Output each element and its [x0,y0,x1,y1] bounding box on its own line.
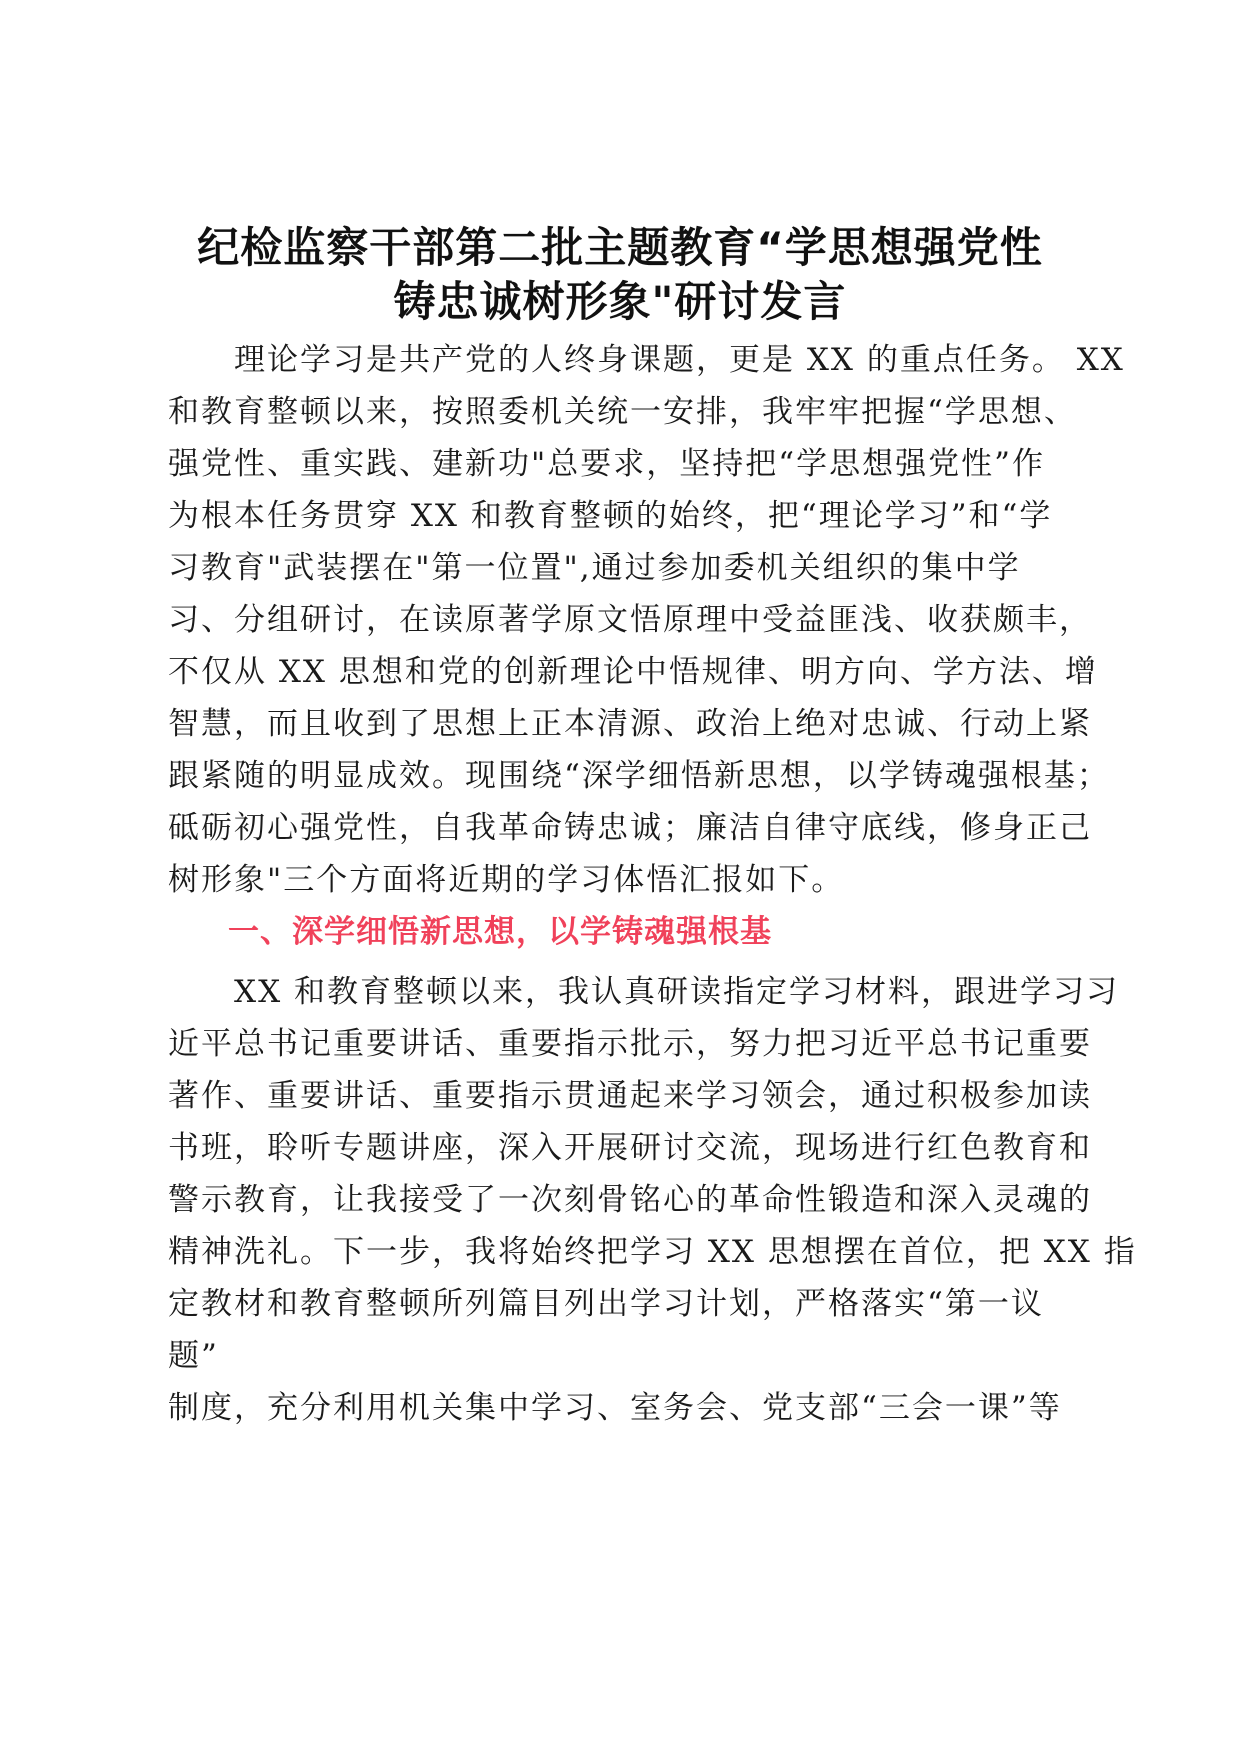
paragraph-line: 警示教育，让我接受了一次刻骨铭心的革命性锻造和深入灵魂的 [168,1182,1092,1218]
paragraph-line: 为根本任务贯穿 XX 和教育整顿的始终，把“理论学习”和“学 [168,498,1053,534]
paragraph-line: 书班，聆听专题讲座，深入开展研讨交流，现场进行红色教育和 [168,1130,1092,1166]
paragraph-line: 习教育"武装摆在"第一位置",通过参加委机关组织的集中学 [168,550,1021,586]
paragraph-line: 智慧，而且收到了思想上正本清源、政治上绝对忠诚、行动上紧 [168,706,1092,742]
paragraph-line: 精神洗礼。下一步，我将始终把学习 XX 思想摆在首位，把 XX 指 [168,1234,1137,1270]
paragraph-line: 题” [168,1338,219,1374]
document-title-line-1: 纪检监察干部第二批主题教育“学思想强党性 [197,223,1043,272]
paragraph-line: 和教育整顿以来，按照委机关统一安排，我牢牢把握“学思想、 [168,394,1077,430]
paragraph-line: 制度，充分利用机关集中学习、室务会、党支部“三会一课”等 [168,1390,1062,1426]
paragraph-line: 定教材和教育整顿所列篇目列出学习计划，严格落实“第一议 [168,1286,1044,1322]
paragraph-line: 理论学习是共产党的人终身课题，更是 XX 的重点任务。 XX [168,342,1125,378]
paragraph-line: 强党性、重实践、建新功"总要求，坚持把“学思想强党性”作 [168,446,1045,482]
paragraph-line: 习、分组研讨，在读原著学原文悟原理中受益匪浅、收获颇丰， [168,602,1092,638]
paragraph-line: 不仅从 XX 思想和党的创新理论中悟规律、明方向、学方法、增 [168,654,1098,690]
document-title-line-2: 铸忠诚树形象"研讨发言 [393,277,847,326]
paragraph-line: 树形象"三个方面将近期的学习体悟汇报如下。 [168,862,845,898]
paragraph-line: 近平总书记重要讲话、重要指示批示，努力把习近平总书记重要 [168,1026,1092,1062]
paragraph-line: XX 和教育整顿以来，我认真研读指定学习材料，跟进学习习 [168,974,1119,1010]
section-heading-1: 一、深学细悟新思想，以学铸魂强根基 [228,914,772,950]
paragraph-line: 著作、重要讲话、重要指示贯通起来学习领会，通过积极参加读 [168,1078,1092,1114]
paragraph-line: 跟紧随的明显成效。现围绕“深学细悟新思想，以学铸魂强根基； [168,758,1110,794]
paragraph-line: 砥砺初心强党性，自我革命铸忠诚；廉洁自律守底线，修身正己 [168,810,1092,846]
